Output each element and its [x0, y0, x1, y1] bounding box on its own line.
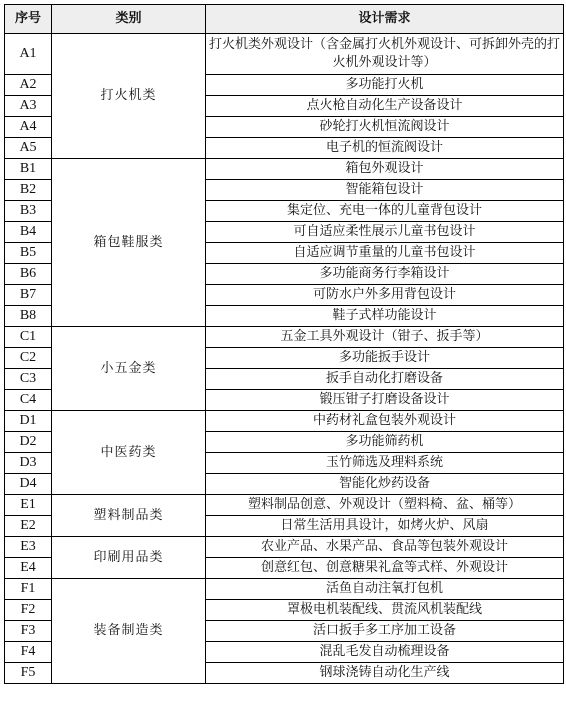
requirement-cell: 多功能打火机	[206, 75, 564, 96]
row-id-cell: A3	[5, 96, 52, 117]
requirement-cell: 锻压钳子打磨设备设计	[206, 390, 564, 411]
requirement-cell: 打火机类外观设计（含金属打火机外观设计、可拆卸外壳的打火机外观设计等）	[206, 34, 564, 75]
requirement-cell: 点火枪自动化生产设备设计	[206, 96, 564, 117]
requirement-cell: 自适应调节重量的儿童书包设计	[206, 243, 564, 264]
requirement-cell: 多功能筛药机	[206, 432, 564, 453]
row-id-cell: D2	[5, 432, 52, 453]
requirement-cell: 活鱼自动注氧打包机	[206, 579, 564, 600]
requirement-cell: 多功能商务行李箱设计	[206, 264, 564, 285]
requirement-cell: 玉竹筛选及理料系统	[206, 453, 564, 474]
requirement-cell: 中药材礼盒包装外观设计	[206, 411, 564, 432]
row-id-cell: E1	[5, 495, 52, 516]
row-id-cell: F3	[5, 621, 52, 642]
row-id-cell: C3	[5, 369, 52, 390]
requirement-cell: 砂轮打火机恒流阀设计	[206, 117, 564, 138]
row-id-cell: F5	[5, 663, 52, 684]
requirement-cell: 钢球浇铸自动化生产线	[206, 663, 564, 684]
table-body	[5, 34, 564, 684]
row-id-cell: C4	[5, 390, 52, 411]
category-cell: 塑料制品类	[52, 495, 206, 537]
design-requirements-table	[4, 4, 564, 684]
row-id-cell: E3	[5, 537, 52, 558]
row-id-cell: B8	[5, 306, 52, 327]
row-id-cell: A4	[5, 117, 52, 138]
row-id-cell: B3	[5, 201, 52, 222]
category-cell: 印刷用品类	[52, 537, 206, 579]
requirement-cell: 农业产品、水果产品、食品等包装外观设计	[206, 537, 564, 558]
category-cell: 小五金类	[52, 327, 206, 411]
requirement-cell: 箱包外观设计	[206, 159, 564, 180]
requirement-cell: 电子机的恒流阀设计	[206, 138, 564, 159]
table-header	[5, 5, 564, 34]
header-id: 序号	[5, 5, 52, 34]
row-id-cell: E4	[5, 558, 52, 579]
requirement-cell: 智能化炒药设备	[206, 474, 564, 495]
requirement-cell: 活口扳手多工序加工设备	[206, 621, 564, 642]
row-id-cell: B1	[5, 159, 52, 180]
row-id-cell: F1	[5, 579, 52, 600]
requirement-cell: 日常生活用具设计，如烤火炉、风扇	[206, 516, 564, 537]
row-id-cell: D4	[5, 474, 52, 495]
row-id-cell: C1	[5, 327, 52, 348]
requirement-cell: 扳手自动化打磨设备	[206, 369, 564, 390]
requirement-cell: 集定位、充电一体的儿童背包设计	[206, 201, 564, 222]
header-category: 类别	[52, 5, 206, 34]
requirement-cell: 五金工具外观设计（钳子、扳手等）	[206, 327, 564, 348]
requirement-cell: 可防水户外多用背包设计	[206, 285, 564, 306]
requirement-cell: 罩极电机装配线、贯流风机装配线	[206, 600, 564, 621]
row-id-cell: F2	[5, 600, 52, 621]
row-id-cell: B6	[5, 264, 52, 285]
row-id-cell: B4	[5, 222, 52, 243]
category-cell: 中医药类	[52, 411, 206, 495]
row-id-cell: A5	[5, 138, 52, 159]
table-row	[5, 579, 564, 600]
row-id-cell: A1	[5, 34, 52, 75]
requirement-cell: 智能箱包设计	[206, 180, 564, 201]
row-id-cell: B5	[5, 243, 52, 264]
table-row	[5, 495, 564, 516]
requirement-cell: 创意红包、创意糖果礼盒等式样、外观设计	[206, 558, 564, 579]
table-row	[5, 159, 564, 180]
row-id-cell: E2	[5, 516, 52, 537]
table-row	[5, 411, 564, 432]
requirement-cell: 多功能扳手设计	[206, 348, 564, 369]
requirement-cell: 鞋子式样功能设计	[206, 306, 564, 327]
row-id-cell: A2	[5, 75, 52, 96]
row-id-cell: D3	[5, 453, 52, 474]
row-id-cell: C2	[5, 348, 52, 369]
row-id-cell: D1	[5, 411, 52, 432]
row-id-cell: F4	[5, 642, 52, 663]
header-row	[5, 5, 564, 34]
category-cell: 装备制造类	[52, 579, 206, 684]
row-id-cell: B2	[5, 180, 52, 201]
table-row	[5, 537, 564, 558]
requirement-cell: 混乱毛发自动梳理设备	[206, 642, 564, 663]
requirement-cell: 塑料制品创意、外观设计（塑料椅、盆、桶等）	[206, 495, 564, 516]
table-row	[5, 327, 564, 348]
category-cell: 箱包鞋服类	[52, 159, 206, 327]
category-cell: 打火机类	[52, 34, 206, 159]
requirement-cell: 可自适应柔性展示儿童书包设计	[206, 222, 564, 243]
header-requirement: 设计需求	[206, 5, 564, 34]
row-id-cell: B7	[5, 285, 52, 306]
table-row	[5, 34, 564, 75]
